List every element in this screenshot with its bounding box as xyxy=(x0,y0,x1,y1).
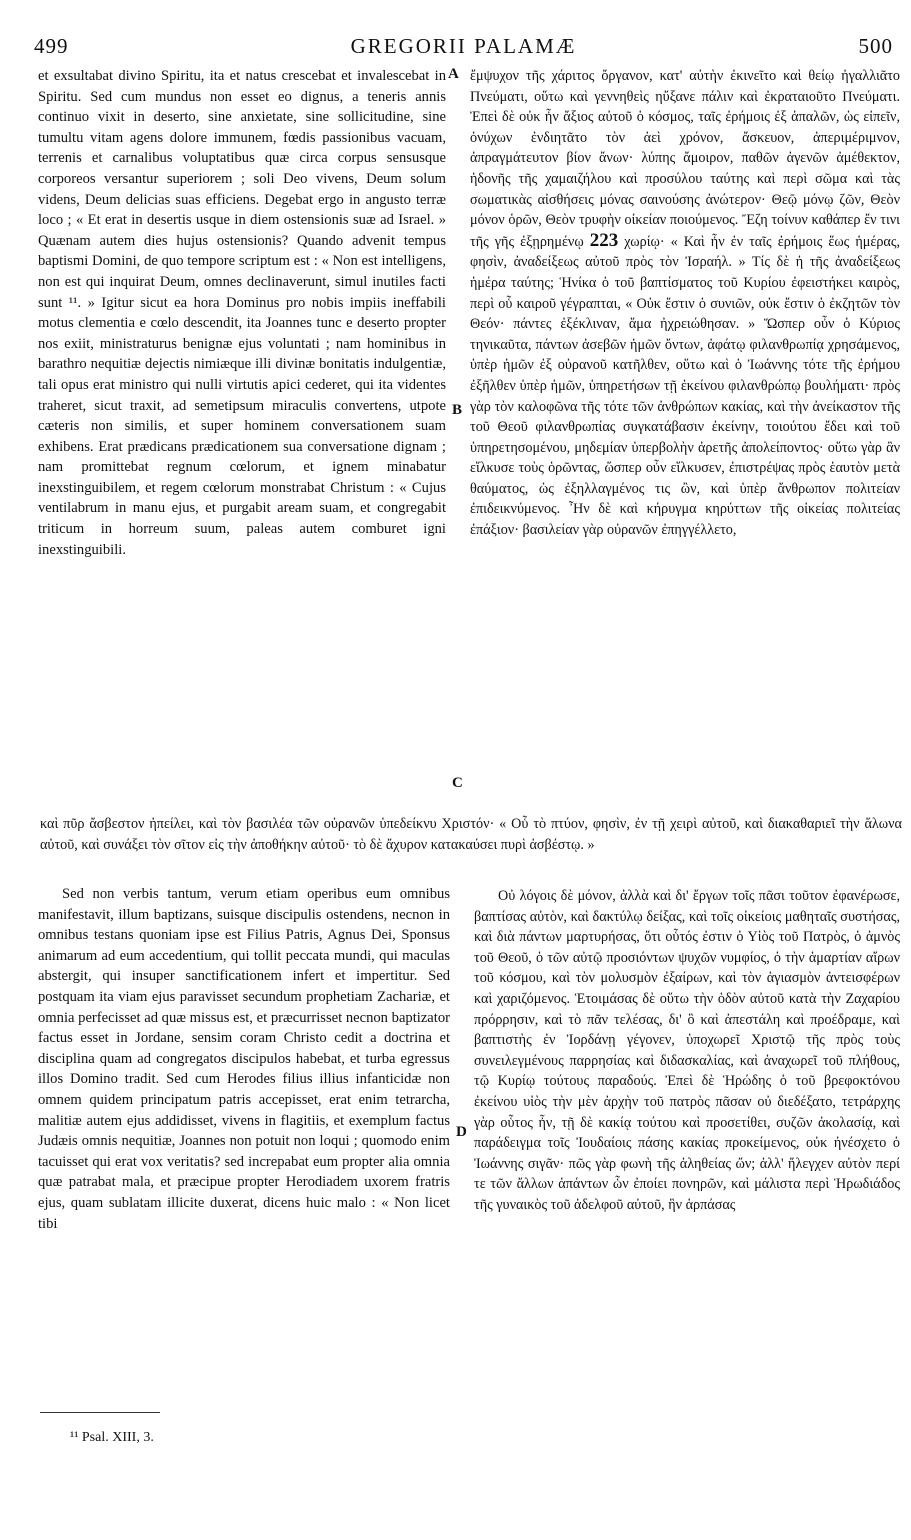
greek-paragraph-2: Οὐ λόγοις δὲ μόνον, ἀλλὰ καὶ δι' ἔργων τοῖς πᾶσι τοῦτον ἐφανέρωσε, βαπτίσας αὐτὸν, καὶ δακτύλῳ δείξας, καὶ τοῖς οἰκείοις μαθηταῖς συστήσας, καὶ διὰ πάντων μαρτυρήσας, ὅτι οὗτός ἐστιν ὁ Υἱὸς τοῦ Πατρὸς, ὁ ἀμνὸς τοῦ Θεοῦ, ὁ τῶν αὐτῷ προσιόντων ψυχῶν νυμφίος, ὁ τὴν ἁμαρτίαν αἴρων τοῦ κόσμου, καὶ τὸν μολυσμὸν ἐξαίρων, καὶ τὸν ἁγιασμὸν ἀντεισφέρων καὶ χαριζόμενος. Ἑτοιμάσας δὲ οὕτω τὴν ὁδὸν αὐτοῦ κατὰ τὴν Ζαχαρίου πρόρρησιν, καὶ τὸ πᾶν τελέσας, δι' ὃ καὶ ἀπεστάλη καὶ προέδραμε, καὶ βαπτιστὴς ἐν Ἰορδάνῃ γέγονεν, ὑποχωρεῖ Χριστῷ τῆς πρὸς τοὺς συνειλεγμένους παρρησίας καὶ διδασκαλίας, καὶ ἀναχωρεῖ τοῦ πλήθους, τῷ Κυρίῳ τούτους παραδούς. Ἐπεὶ δὲ Ἡρώδης ὁ τοῦ βρεφοκτόνου ἐκείνου υἱὸς τὴν μὲν ἀρχὴν τοῦ πατρὸς πᾶσαν οὐ διεδέξατο, τετράρχης γὰρ οὗτος ἦν, τῇ δὲ κακίᾳ τούτου καὶ προσετίθει, συζῶν ἀκολασίᾳ, καὶ παράδειγμα τοῖς Ἰουδαίοις πάσης κακίας προκείμενος, οὐκ ἠνέσχετο ὁ Ἰωάννης σιγᾶν· πῶς γὰρ φωνὴ τῆς ἀληθείας ὤν; ἀλλ' ἤλεγχεν αὐτὸν περί τε τῶν ἄλλων ἁπάντων ὧν ἐποίει πονηρῶν, καὶ μάλιστα περὶ Ἡρωδιάδος τῆς γυναικὸς τοῦ ἀδελφοῦ αὐτοῦ, ἣν ἁρπάσας xyxy=(474,888,900,1213)
footnote-rule xyxy=(40,1412,160,1413)
latin-column-upper xyxy=(38,66,446,560)
page-header xyxy=(34,34,893,60)
greek-paragraph-1 xyxy=(470,66,900,541)
greek-column-upper xyxy=(470,66,900,541)
latin-paragraph-1: et exsultabat divino Spiritu, ita et natus crescebat et invalescebat in Spiritu. Sed cum mundus non esset eo dignus, a teneris annis continuo vixit in deserto, sine anxietate, sine sollicitudine, sine tumultu vitam agens dolore immunem, fœdis passionibus vacuam, terrenis et carnalibus voluptatibus quæ circa corpus sensusque corporeos versantur superiorem ; soli Deo vivens, Deum solum videns, Deum delicias suas efficiens. Degebat ergo in angusto terræ loco ; « Et erat in desertis usque in diem ostensionis suæ ad Israel. » Quænam autem dies hujus ostensionis? Quando advenit tempus baptismi Domini, de quo tempore scriptum est : « Non est intelligens, non est qui inquirat Deum, omnes declinaverunt, simul inutiles facti sunt ¹¹. » Igitur sicut ea hora Dominus pro nobis impiis ineffabili motus clementia e cœlo descendit, ita Joannes tunc e deserto propter nos exiit, ministraturus benignæ ejus voluntati ; nam hominibus in barathro nequitiæ dejectis nimiæque illi divinæ bonitatis indulgentiæ, tali opus erat ministro qui nulli virtutis apici cederet, qui ita videntes traheret, sicut traxit, ad semetipsum miraculis convertens, utpote cæteris non similis, et super hominem conversationem suam exhibens. Erat prædicans prædicationem sua conversatione dignam ; nam promittebat regnum cœlorum, et ignem minabatur inexstinguibilem, et regem cœlorum monstrabat Christum : « Cujus ventilabrum in manu ejus, et purgabit aream suam, et congregabit triticum in horreum suum, paleas autem comburet igni inexstinguibili. xyxy=(38,68,446,558)
section-marker-a: A xyxy=(448,66,459,82)
section-marker-b: B xyxy=(452,402,463,418)
section-marker-c: C xyxy=(452,775,463,791)
section-marker-d: D xyxy=(456,1124,467,1140)
page-number-right: 500 xyxy=(858,34,893,58)
running-title: GREGORII PALAMÆ xyxy=(350,34,577,58)
latin-column-lower xyxy=(38,884,450,1234)
footnote: ¹¹ Psal. XIII, 3. xyxy=(70,1430,154,1445)
greek-column-lower xyxy=(474,886,900,1216)
greek-full-width-continuation: καὶ πῦρ ἄσβεστον ἠπείλει, καὶ τὸν βασιλέα τῶν οὐρανῶν ὑπεδείκνυ Χριστόν· « Οὗ τὸ πτύον, φησὶν, ἐν τῇ χειρὶ αὐτοῦ, καὶ διακαθαριεῖ τὴν ἅλωνα αὐτοῦ, καὶ συνάξει τὸν σῖτον εἰς τὴν ἀποθήκην αὐτοῦ· τὸ δὲ ἄχυρον κατακαύσει πυρὶ ἀσβέστῳ. » xyxy=(40,816,902,853)
latin-paragraph-2: Sed non verbis tantum, verum etiam operibus eum omnibus manifestavit, illum baptizans, suisque discipulis ostendens, necnon in omnibus testans quoniam ipse est Filius Patris, Agnus Dei, Sponsus animarum ad eum accedentium, qui tollit peccata mundi, qui maculas abstergit, qui insuper sanctificationem infert et impertitur. Sed postquam ita viam ejus paravisset secundum prophetiam Zachariæ, et omnia perfecisset ad quæ missus est, et præcurrisset necnon baptizator factus esset in Jordane, sensim coram Christo cedit a doctrina et disciplina quam ad congregatos discipulos habebat, et turba egressus illos Domino tradit. Sed cum Herodes filius illius infanticidæ non omnem quidem principatum patris accepisset, erat enim tetrarcha, malitiæ autem ejus addidisset, vivens in flagitiis, et exemplum factus Judæis omnis nequitiæ, Joannes non potuit non loqui ; quomodo enim tacuisset qui erat vox veritatis? sed increpabat eum propter alia omnia quæ patrabat mala, et præcipue propter Herodiadem uxorem fratris ejus, quam sublatam illicite duxerat, dicens huic malo : « Non licet tibi xyxy=(38,886,450,1232)
greek-text-part-b: χωρίῳ· « Καὶ ἦν ἐν ταῖς ἐρήμοις ἕως ἡμέρας, φησὶν, ἀναδείξεως αὐτοῦ πρὸς τὸν Ἰσραήλ. » Τίς δὲ ἡ τῆς ἀναδείξεως ἡμέρα ταύτης; Ἡνίκα ὁ τοῦ βαπτίσματος τοῦ Κυρίου ἐφειστήκει καιρὸς, περὶ οὗ καιροῦ γέγραπται, « Οὐκ ἔστιν ὁ συνιῶν, οὐκ ἔστιν ὁ ἐκζητῶν τὸν Θεόν· πάντες ἐξέκλιναν, ἅμα ἠχρειώθησαν. » Ὥσπερ οὖν ὁ Κύριος τηνικαῦτα, πάντων ἀσεβῶν ἡμῶν ὄντων, ἀφάτῳ φιλανθρωπίᾳ χρησάμενος, ὑπὲρ ἡμῶν ἐξ οὐρανοῦ κατῆλθεν, οὕτω καὶ ὁ Ἰωάννης τότε τῆς ἐρήμου ἐξῆλθεν ὑπὲρ ἡμῶν, ὑπηρετήσων τῇ ἐκείνου φιλανθρώπῳ βουλήματι· πρὸς γὰρ τὸν καλοφῶνα τῆς τότε τῶν ἀνθρώπων κακίας, καὶ τὴν ἀνείκαστον τῆς τοῦ Θεοῦ φιλανθρωπίας συγκατάβασιν ἐκείνην, τοιούτου ἔδει καὶ τοῦ ὑπηρετησομένου, μηδεμίαν ὑπερβολὴν ἀρετῆς ἀπολείποντος· οὕτω γὰρ ἂν εἵλκυσε τοὺς ὁρῶντας, ὥσπερ οὖν εἵλκυσεν, ἐπιστρέψας πρὸς ἑαυτὸν μετὰ θαύματος, ὡς ἐξηλλαγμένος τις ὢν, καὶ ὑπὲρ ἄνθρωπον πολιτείαν ἐπιδεικνύμενος. Ἦν δὲ καὶ κήρυγμα κηρύττων τῆς οἰκείας πολιτείας ἐπάξιον· βασιλείαν γὰρ οὐρανῶν ἐπηγγέλλετο, xyxy=(470,233,901,539)
page-number-left: 499 xyxy=(34,34,69,58)
greek-text-part-a: ἔμψυχον τῆς χάριτος ὄργανον, κατ' αὐτὴν ἐκινεῖτο καὶ θείῳ ἠγαλλιᾶτο Πνεύματι, οὕτω καὶ γεννηθεὶς ηὔξανε πάλιν καὶ ἐκραταιοῦτο Πνεύματι. Ἐπεὶ δὲ οὐκ ἦν ἄξιος αὐτοῦ ὁ κόσμος, ταῖς ἐρήμοις ἐξ ἁπαλῶν, ὡς εἰπεῖν, ὀνύχων ἐνδιητᾶτο τὸν ἀεὶ χρόνον, ἄσκευον, ἀπεριμέριμνον, ἀπραγμάτευτον βίον ἄνων· λύπης ἄμοιρον, παθῶν ἀγενῶν ἀμέθεκτον, ἡδονῆς τῆς χαμαιζήλου καὶ προσύλου ταύτης καὶ περὶ σῶμα καὶ τὰς σωματικὰς αἰσθήσεις μόνας σαινούσης ἀνώτερον· Θεῷ μόνῳ ζῶν, Θεὸν μόνον ὁρῶν, Θεὸν τρυφὴν οἰκείαν ποιούμενος. Ἔζη τοίνυν καθάπερ ἔν τινι τῆς γῆς ἐξῃρημένῳ xyxy=(470,68,900,250)
migne-column-number: 223 xyxy=(589,229,619,251)
